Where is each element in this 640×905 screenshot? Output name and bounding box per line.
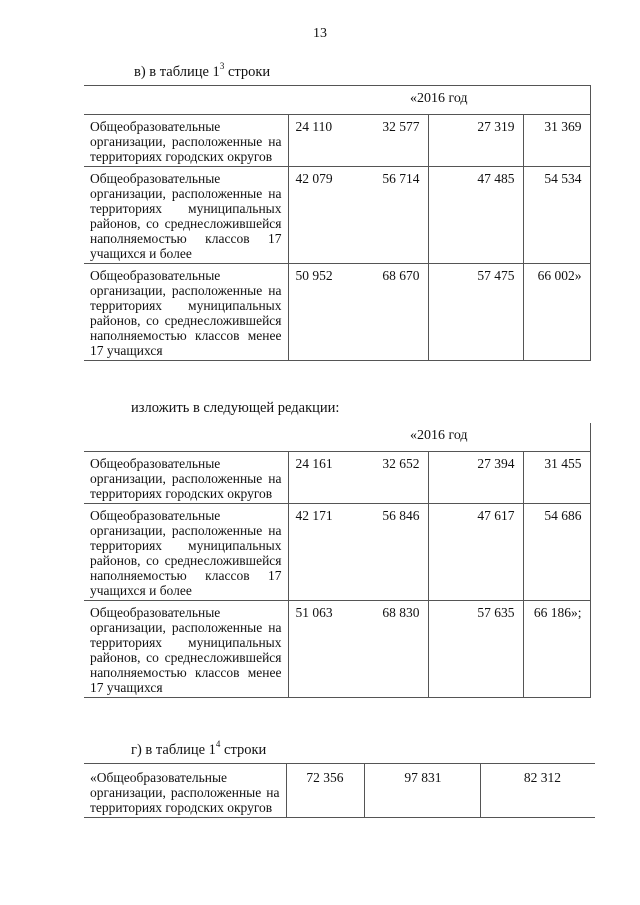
table-header-row [84, 423, 590, 452]
row-label: Общеобразовательные организации, расположенные на территориях городских округов [84, 115, 288, 167]
year-header: «2016 год [288, 423, 590, 452]
heading-table-1-4-sup: 4 [215, 739, 221, 749]
row-label: Общеобразовательные организации, расположенные на территориях городских округов [84, 452, 288, 504]
value-cell: 57 475 [428, 264, 523, 361]
value-cell: 68 830 [358, 601, 428, 698]
table-row [84, 601, 590, 698]
value-cell: 27 394 [428, 452, 523, 504]
table-1-4-original [84, 763, 595, 818]
year-header: «2016 год [288, 86, 590, 115]
value-cell: 31 369 [523, 115, 590, 167]
table-row [84, 167, 590, 264]
row-label: Общеобразовательные организации, расположенные на территориях муниципальных районов, со среднесложившейся наполняемостью классов 17 учащихся и более [84, 504, 288, 601]
heading-table-1-3-sup: 3 [219, 61, 225, 71]
row-label: Общеобразовательные организации, расположенные на территориях муниципальных районов, со среднесложившейся наполняемостью классов 17 учащихся и более [84, 167, 288, 264]
value-cell: 66 002» [523, 264, 590, 361]
row-label: Общеобразовательные организации, расположенные на территориях муниципальных районов, со среднесложившейся наполняемостью классов менее 17 учащихся [84, 601, 288, 698]
value-cell: 42 079 [288, 167, 358, 264]
value-cell: 27 319 [428, 115, 523, 167]
heading-table-1-3-suffix: строки [224, 63, 271, 80]
value-cell: 42 171 [288, 504, 358, 601]
value-cell: 24 110 [288, 115, 358, 167]
value-cell: 31 455 [523, 452, 590, 504]
row-label: «Общеобразовательные организации, расположенные на территориях городских округов [84, 764, 286, 818]
table-1-3-original [84, 85, 591, 361]
table-1-3-revised [84, 423, 591, 698]
value-cell: 50 952 [288, 264, 358, 361]
value-cell: 57 635 [428, 601, 523, 698]
heading-table-1-3 [134, 62, 270, 81]
table-header-blank [84, 86, 288, 115]
value-cell: 54 686 [523, 504, 590, 601]
value-cell: 97 831 [364, 764, 480, 818]
heading-table-1-4-suffix: строки [220, 741, 267, 758]
value-cell: 32 577 [358, 115, 428, 167]
value-cell: 82 312 [480, 764, 595, 818]
row-label: Общеобразовательные организации, расположенные на территориях муниципальных районов, со среднесложившейся наполняемостью классов менее 17 учащихся [84, 264, 288, 361]
value-cell: 66 186»; [523, 601, 590, 698]
table-row [84, 504, 590, 601]
value-cell: 47 617 [428, 504, 523, 601]
heading-table-1-4 [131, 740, 266, 759]
table-row [84, 115, 590, 167]
value-cell: 51 063 [288, 601, 358, 698]
table-row [84, 452, 590, 504]
value-cell: 68 670 [358, 264, 428, 361]
page-number: 13 [313, 26, 327, 41]
table-header-blank [84, 423, 288, 452]
table-row [84, 264, 590, 361]
heading-table-1-3-prefix: в) в таблице 1 [134, 63, 220, 80]
value-cell: 32 652 [358, 452, 428, 504]
value-cell: 56 714 [358, 167, 428, 264]
value-cell: 47 485 [428, 167, 523, 264]
heading-table-1-4-prefix: г) в таблице 1 [131, 741, 216, 758]
value-cell: 54 534 [523, 167, 590, 264]
heading-replace: изложить в следующей редакции: [131, 400, 340, 416]
table-row [84, 764, 595, 818]
value-cell: 72 356 [286, 764, 364, 818]
value-cell: 56 846 [358, 504, 428, 601]
value-cell: 24 161 [288, 452, 358, 504]
table-header-row [84, 86, 590, 115]
